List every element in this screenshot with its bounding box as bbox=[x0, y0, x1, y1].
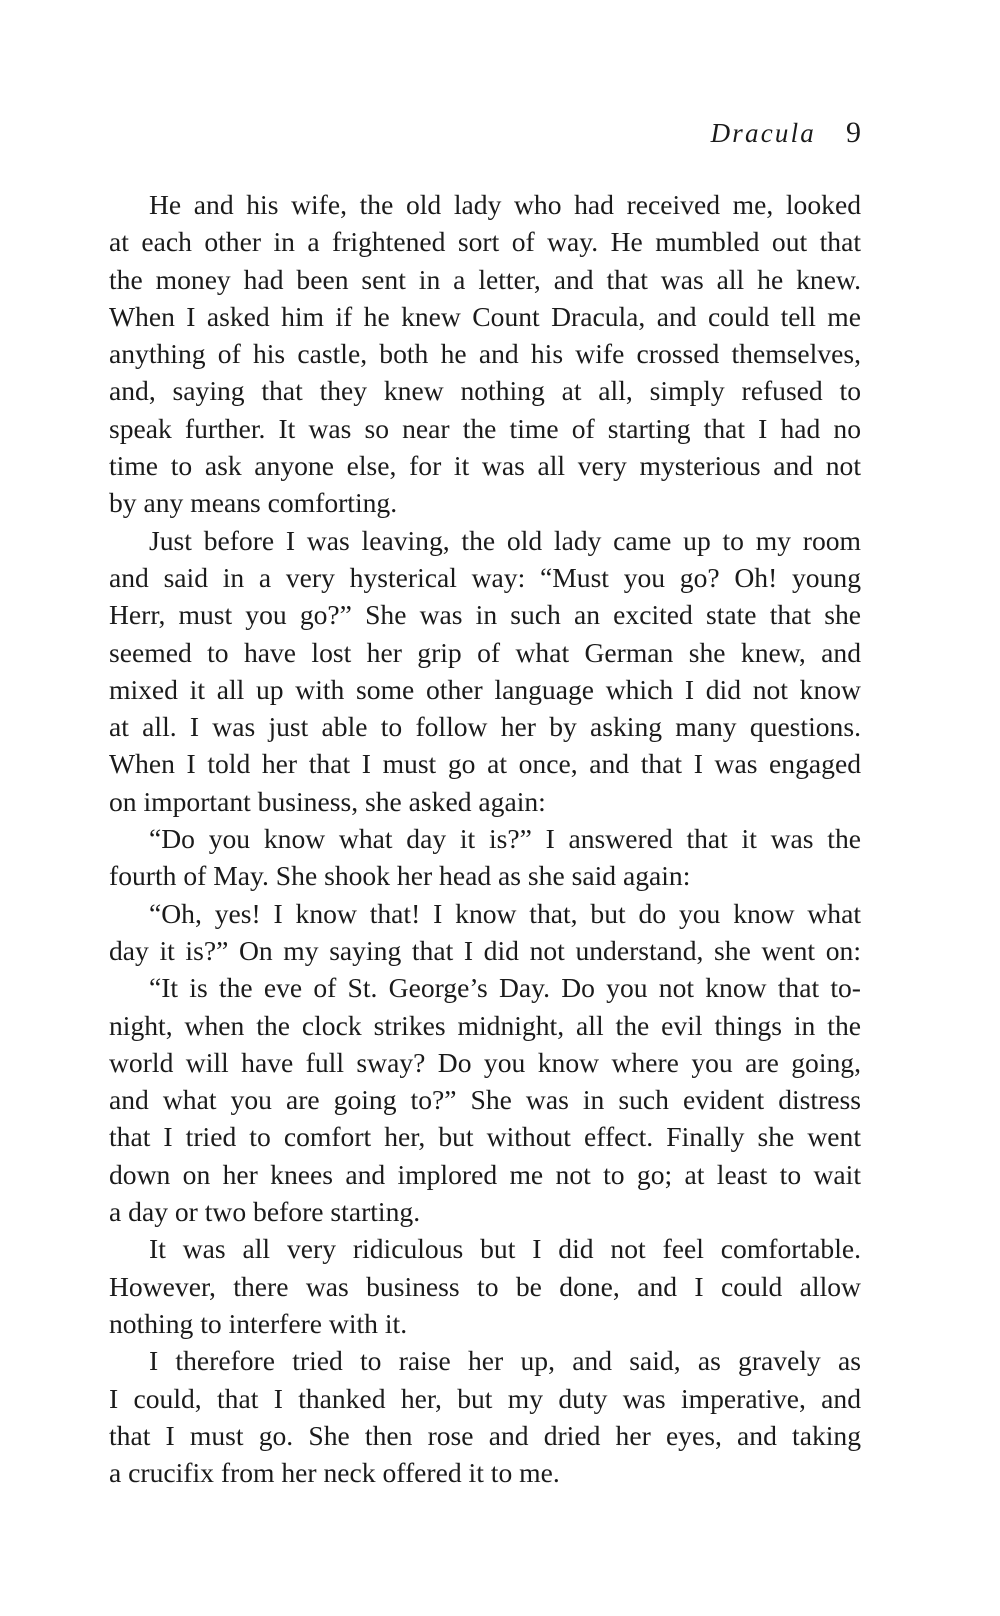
text-line: nothing to interfere with it. bbox=[109, 1307, 408, 1339]
text-line: fourth of May. She shook her head as she said again: bbox=[109, 860, 691, 892]
paragraph bbox=[109, 969, 861, 1230]
text-line: I therefore tried to raise her up, and said, as gravely as bbox=[149, 1345, 861, 1377]
text-line: down on her knees and implored me not to go; at least to wait bbox=[109, 1158, 861, 1190]
paragraph bbox=[109, 1342, 861, 1491]
paragraph bbox=[109, 820, 861, 895]
text-line: by any means comforting. bbox=[109, 487, 398, 519]
text-line: day it is?” On my saying that I did not understand, she went on: bbox=[109, 934, 861, 966]
text-line: “Oh, yes! I know that! I know that, but do you know what bbox=[149, 897, 861, 929]
text-line: When I asked him if he knew Count Dracula, and could tell me bbox=[109, 300, 861, 332]
page-number: 9 bbox=[846, 116, 861, 149]
paragraph bbox=[109, 522, 861, 820]
body-text bbox=[109, 186, 861, 1491]
text-line: However, there was business to be done, and I could allow bbox=[109, 1270, 861, 1302]
paragraph bbox=[109, 895, 861, 970]
paragraph bbox=[109, 186, 861, 522]
text-line: world will have full sway? Do you know where you are going, bbox=[109, 1046, 861, 1078]
text-line: Just before I was leaving, the old lady came up to my room bbox=[149, 524, 861, 556]
text-line: “Do you know what day it is?” I answered that it was the bbox=[149, 823, 861, 855]
text-line: Herr, must you go?” She was in such an excited state that she bbox=[109, 599, 861, 631]
text-line: and, saying that they knew nothing at all, simply refused to bbox=[109, 375, 861, 407]
text-line: “It is the eve of St. George’s Day. Do you not know that to- bbox=[149, 972, 861, 1004]
text-line: It was all very ridiculous but I did not feel comfortable. bbox=[149, 1233, 861, 1265]
text-line: that I must go. She then rose and dried her eyes, and taking bbox=[109, 1419, 861, 1451]
text-line: and said in a very hysterical way: “Must you go? Oh! young bbox=[109, 561, 861, 593]
text-line: night, when the clock strikes midnight, all the evil things in the bbox=[109, 1009, 861, 1041]
text-line: seemed to have lost her grip of what German she knew, and bbox=[109, 636, 861, 668]
text-line: When I told her that I must go at once, and that I was engaged bbox=[109, 748, 861, 780]
text-line: a crucifix from her neck offered it to me. bbox=[109, 1457, 560, 1489]
text-line: and what you are going to?” She was in such evident distress bbox=[109, 1084, 861, 1116]
text-line: at each other in a frightened sort of way. He mumbled out that bbox=[109, 226, 861, 258]
paragraph bbox=[109, 1230, 861, 1342]
text-line: speak further. It was so near the time of starting that I had no bbox=[109, 412, 861, 444]
text-line: I could, that I thanked her, but my duty was imperative, and bbox=[109, 1382, 861, 1414]
text-line: time to ask anyone else, for it was all very mysterious and not bbox=[109, 450, 861, 482]
text-line: He and his wife, the old lady who had received me, looked bbox=[149, 189, 861, 220]
running-header bbox=[711, 116, 861, 156]
text-line: anything of his castle, both he and his wife crossed themselves, bbox=[109, 338, 861, 370]
book-title: Dracula bbox=[710, 118, 816, 148]
text-line: a day or two before starting. bbox=[109, 1196, 421, 1228]
text-line: mixed it all up with some other language which I did not know bbox=[109, 673, 861, 705]
text-line: on important business, she asked again: bbox=[109, 785, 546, 817]
text-line: the money had been sent in a letter, and that was all he knew. bbox=[109, 263, 861, 295]
text-line: at all. I was just able to follow her by asking many questions. bbox=[109, 711, 861, 743]
text-line: that I tried to comfort her, but without effect. Finally she went bbox=[109, 1121, 861, 1153]
